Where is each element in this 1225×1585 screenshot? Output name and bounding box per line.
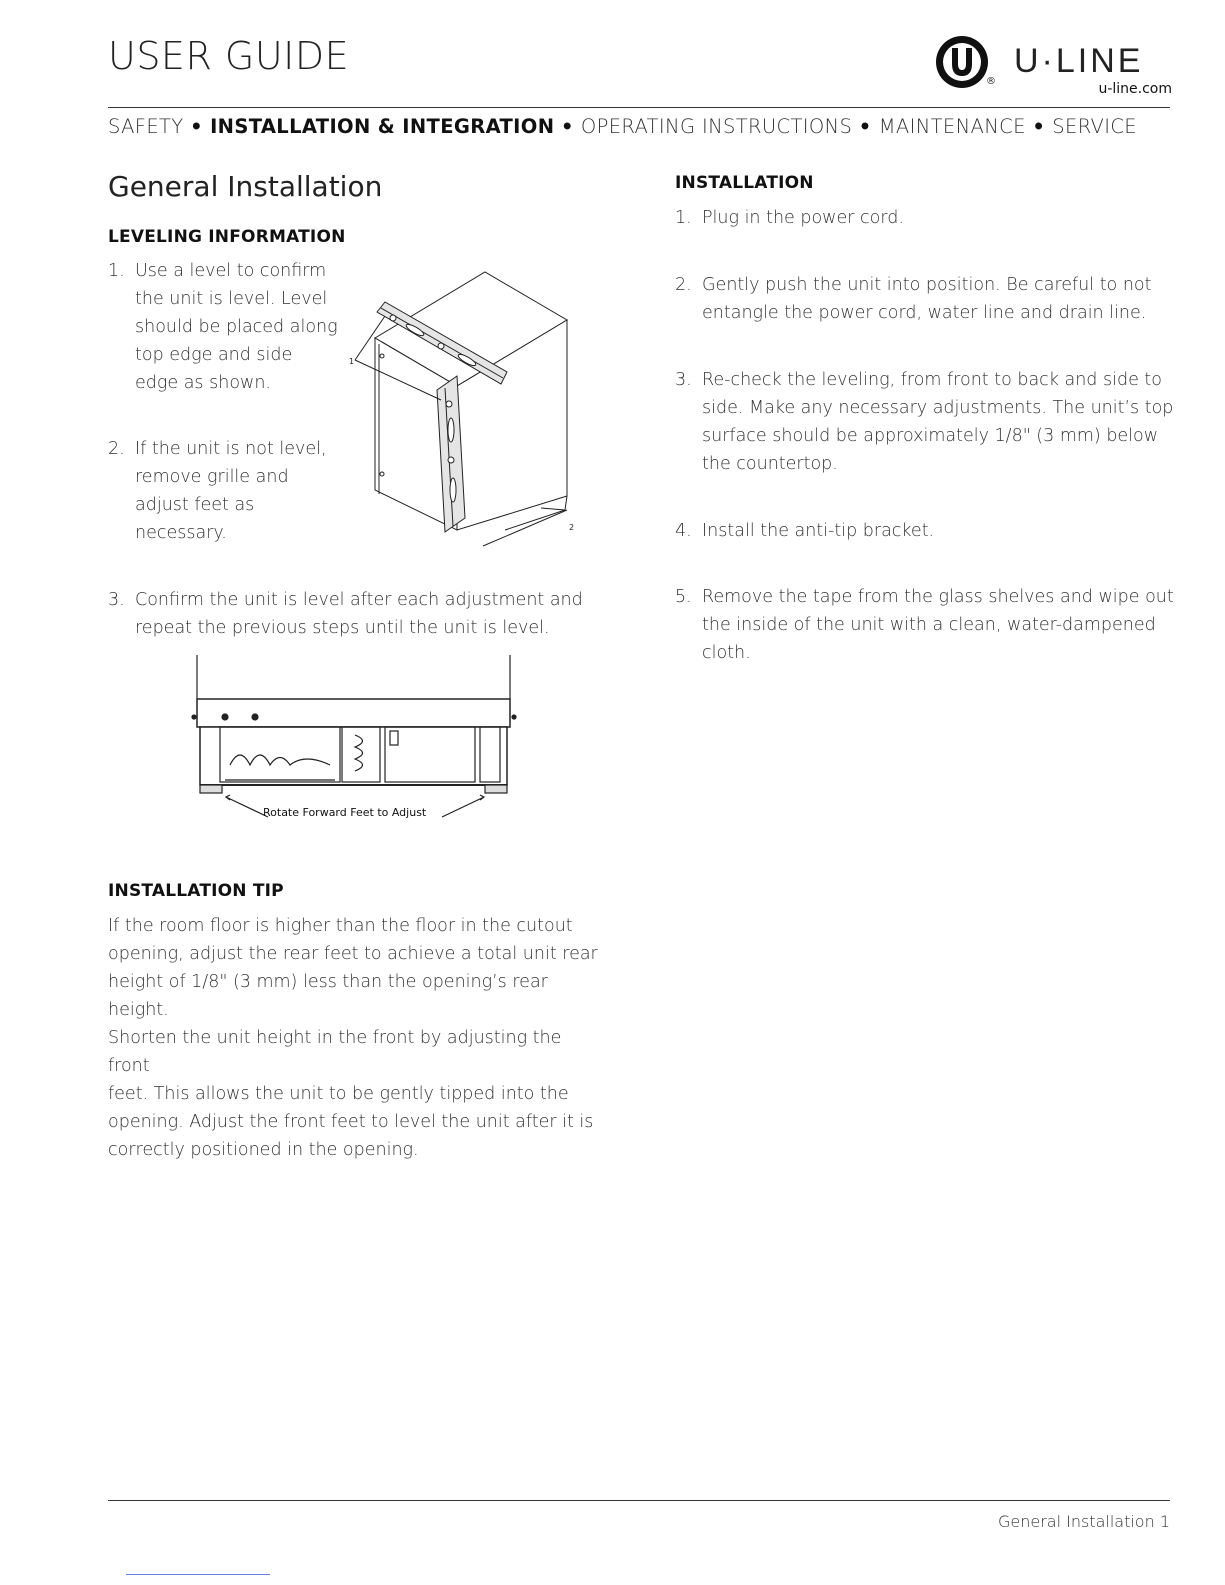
nav-separator: •	[190, 115, 211, 138]
step-text: Re-check the leveling, from front to back and side to side. Make any necessary adjustments. The unit’s top surface should be approximately 1/8" (3 mm) below the countertop.	[702, 370, 1174, 474]
nav-item-operating[interactable]: OPERATING INSTRUCTIONS	[580, 115, 853, 138]
step-text: Remove the tape from the glass shelves and wipe out the inside of the unit with a clean, water-dampened cloth.	[702, 587, 1174, 663]
callout-2: 2	[569, 523, 575, 532]
leveling-heading: LEVELING INFORMATION	[108, 227, 346, 247]
nav-item-service[interactable]: SERVICE	[1052, 115, 1137, 138]
logo-wordmark: U·LINE	[1014, 42, 1144, 80]
section-nav	[108, 115, 1170, 138]
page-title: General Installation	[108, 170, 383, 203]
step-number: 5.	[675, 587, 692, 607]
feet-adjustment-diagram	[180, 655, 525, 825]
nav-separator: •	[1032, 115, 1053, 138]
website-url[interactable]: u-line.com	[1098, 81, 1172, 97]
header-divider	[108, 107, 1170, 108]
u-line-logo-icon	[936, 36, 988, 88]
page-number: General Installation 1	[997, 1512, 1170, 1531]
step-text: Install the anti-tip bracket.	[702, 521, 935, 541]
step-text: Use a level to confirm the unit is level. Level should be placed along top edge and side edge as shown.	[135, 261, 338, 393]
leveling-step-1	[108, 257, 348, 407]
step-number: 2.	[108, 439, 125, 459]
installation-tip-heading: INSTALLATION TIP	[108, 881, 284, 901]
nav-separator: •	[858, 115, 879, 138]
installation-step-3	[675, 366, 1175, 481]
leveling-step-3	[108, 586, 608, 646]
nav-item-installation[interactable]: INSTALLATION & INTEGRATION	[210, 115, 555, 138]
installation-tip-text: If the room floor is higher than the floor in the cutout opening, adjust the rear feet to achieve a total unit rear height of 1/8" (3 mm) less than the opening’s rear height. Shorten the unit height in the front by adjusting the front feet. This allows the unit to be gently tipped into the opening. Adjust the front feet to level the unit after it is correctly positioned in the opening.	[108, 916, 598, 1160]
installation-step-2	[675, 271, 1175, 331]
step-number: 3.	[675, 370, 692, 390]
step-text: Confirm the unit is level after each adjustment and repeat the previous steps until the unit is level.	[135, 590, 583, 638]
installation-step-4	[675, 517, 1175, 547]
nav-separator: •	[560, 115, 581, 138]
step-number: 2.	[675, 275, 692, 295]
step-number: 1.	[675, 208, 692, 228]
nav-item-safety[interactable]: SAFETY	[108, 115, 184, 138]
leveling-diagram	[345, 268, 585, 553]
installation-step-5	[675, 583, 1175, 673]
installation-heading: INSTALLATION	[675, 173, 814, 193]
footer-divider	[108, 1500, 1170, 1501]
leveling-step-2	[108, 435, 348, 555]
callout-1: 1	[349, 357, 355, 366]
step-text: Plug in the power cord.	[702, 208, 904, 228]
step-number: 4.	[675, 521, 692, 541]
feet-diagram-caption: Rotate Forward Feet to Adjust	[263, 806, 427, 819]
step-number: 1.	[108, 261, 125, 281]
registered-mark: ®	[986, 76, 996, 87]
brand-logo	[936, 36, 1176, 98]
step-text: If the unit is not level, remove grille and adjust feet as necessary.	[135, 439, 327, 543]
step-text: Gently push the unit into position. Be careful to not entangle the power cord, water line and drain line.	[702, 275, 1152, 323]
step-number: 3.	[108, 590, 125, 610]
footer-link-underline	[126, 1574, 270, 1575]
installation-step-1	[675, 204, 1175, 234]
document-title: USER GUIDE	[108, 34, 350, 78]
nav-item-maintenance[interactable]: MAINTENANCE	[878, 115, 1026, 138]
